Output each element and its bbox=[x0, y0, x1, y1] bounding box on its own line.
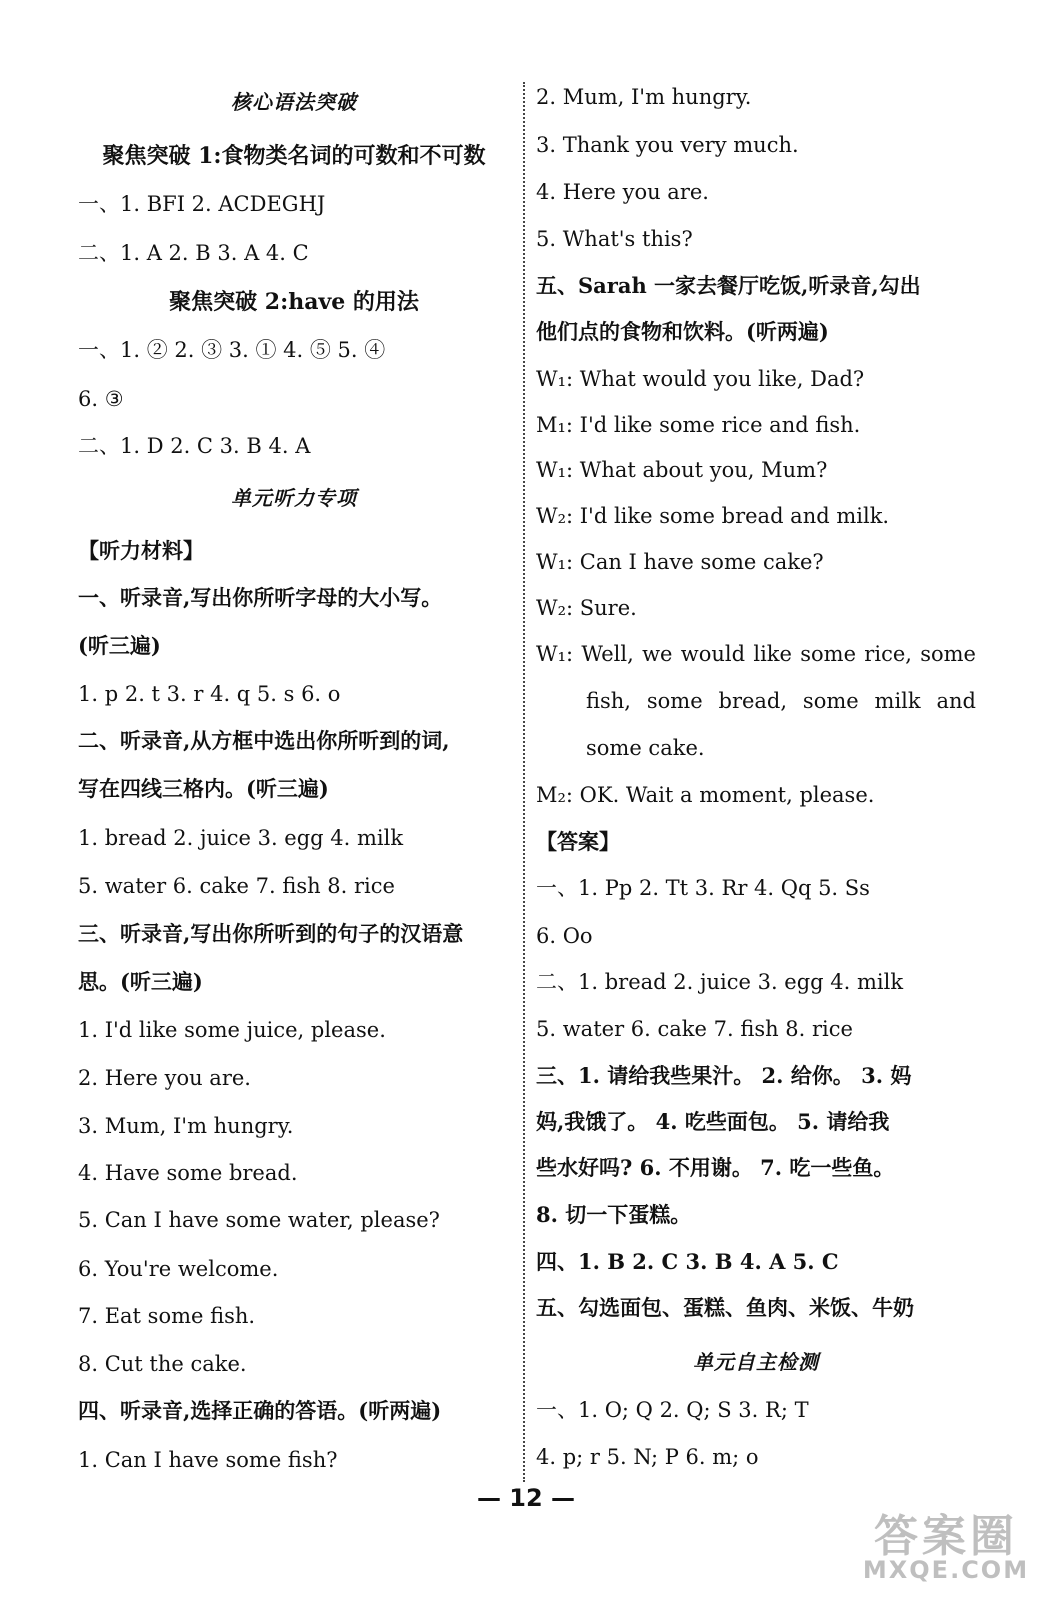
page-number: — 12 — bbox=[476, 1484, 576, 1512]
left-lines-line: 聚焦突破 2:have 的用法 bbox=[169, 289, 419, 315]
left-lines-line: (听三遍) bbox=[78, 633, 161, 658]
left-lines-line: 6. ③ bbox=[78, 387, 124, 411]
right-lines-line: 2. Mum, I'm hungry. bbox=[536, 85, 752, 109]
right-lines-line: 五、Sarah 一家去餐厅吃饭,听录音,勾出 bbox=[536, 273, 921, 298]
left-lines-line: 8. Cut the cake. bbox=[78, 1352, 247, 1376]
right-lines-line: 些水好吗? 6. 不用谢。 7. 吃一些鱼。 bbox=[536, 1155, 895, 1180]
left-lines-line: 1. p 2. t 3. r 4. q 5. s 6. o bbox=[78, 682, 341, 706]
left-lines-line: 核心语法突破 bbox=[231, 90, 357, 114]
right-lines-line: 四、1. B 2. C 3. B 4. A 5. C bbox=[536, 1249, 839, 1274]
left-lines-line: 三、听录音,写出你所听到的句子的汉语意 bbox=[78, 921, 464, 946]
right-lines-line: 5. What's this? bbox=[536, 227, 693, 251]
left-lines-line: 2. Here you are. bbox=[78, 1066, 251, 1090]
right-lines-line: 一、1. O; Q 2. Q; S 3. R; T bbox=[536, 1398, 809, 1422]
left-lines-line: 5. Can I have some water, please? bbox=[78, 1208, 440, 1232]
left-lines-line: 3. Mum, I'm hungry. bbox=[78, 1114, 294, 1138]
left-lines-line: 单元听力专项 bbox=[231, 486, 357, 510]
right-lines-line: W₂: I'd like some bread and milk. bbox=[536, 504, 890, 528]
right-lines-line: M₂: OK. Wait a moment, please. bbox=[536, 783, 875, 807]
right-lines-line: 他们点的食物和饮料。(听两遍) bbox=[536, 319, 829, 344]
left-lines-line: 二、听录音,从方框中选出你所听到的词, bbox=[78, 728, 450, 753]
watermark-logo bbox=[862, 1498, 1030, 1590]
left-lines-line: 二、1. D 2. C 3. B 4. A bbox=[78, 434, 311, 458]
right-lines-line: M₁: I'd like some rice and fish. bbox=[536, 413, 861, 437]
right-lines-line: some cake. bbox=[586, 736, 705, 760]
right-lines-line: 五、勾选面包、蛋糕、鱼肉、米饭、牛奶 bbox=[536, 1295, 914, 1320]
left-lines-line: 6. You're welcome. bbox=[78, 1257, 279, 1281]
watermark-text: 答案圈 bbox=[874, 1511, 1018, 1562]
left-lines-line: 写在四线三格内。(听三遍) bbox=[78, 776, 329, 801]
left-lines-line: 思。(听三遍) bbox=[78, 969, 203, 994]
right-lines-line: 单元自主检测 bbox=[693, 1350, 819, 1374]
left-lines-line: 4. Have some bread. bbox=[78, 1161, 298, 1185]
left-lines-line: 二、1. A 2. B 3. A 4. C bbox=[78, 241, 309, 265]
right-lines-line: 二、1. bread 2. juice 3. egg 4. milk bbox=[536, 970, 904, 994]
watermark-url: MXQE.COM bbox=[862, 1556, 1030, 1584]
right-lines-line: 三、1. 请给我些果汁。 2. 给你。 3. 妈 bbox=[536, 1063, 912, 1088]
right-lines-line: W₁: Can I have some cake? bbox=[536, 550, 824, 574]
right-lines-line: 3. Thank you very much. bbox=[536, 133, 799, 157]
right-lines-line: W₁: Well, we would like some rice, some bbox=[536, 642, 976, 666]
left-lines-line: 聚焦突破 1:食物类名词的可数和不可数 bbox=[102, 143, 486, 169]
right-lines-line: W₂: Sure. bbox=[536, 596, 637, 620]
left-lines-line: 1. I'd like some juice, please. bbox=[78, 1018, 386, 1042]
right-lines-line: 妈,我饿了。 4. 吃些面包。 5. 请给我 bbox=[536, 1109, 890, 1134]
right-lines-line: 4. Here you are. bbox=[536, 180, 709, 204]
right-lines-line: fish, some bread, some milk and bbox=[586, 689, 976, 713]
right-lines-line: 4. p; r 5. N; P 6. m; o bbox=[536, 1445, 759, 1469]
right-lines-line: W₁: What would you like, Dad? bbox=[536, 367, 865, 391]
right-lines-line: 5. water 6. cake 7. fish 8. rice bbox=[536, 1017, 853, 1041]
right-lines-line: 一、1. Pp 2. Tt 3. Rr 4. Qq 5. Ss bbox=[536, 876, 870, 900]
right-lines-line: 8. 切一下蛋糕。 bbox=[536, 1202, 692, 1227]
left-lines-line: 四、听录音,选择正确的答语。(听两遍) bbox=[78, 1398, 442, 1423]
left-lines-line: 1. bread 2. juice 3. egg 4. milk bbox=[78, 826, 404, 850]
column-divider bbox=[523, 82, 525, 1482]
left-lines-line: 一、1. ② 2. ③ 3. ① 4. ⑤ 5. ④ bbox=[78, 338, 386, 362]
right-lines-line: 6. Oo bbox=[536, 924, 593, 948]
left-lines-line: 5. water 6. cake 7. fish 8. rice bbox=[78, 874, 395, 898]
left-lines-line: 1. Can I have some fish? bbox=[78, 1448, 338, 1472]
left-lines-line: 7. Eat some fish. bbox=[78, 1304, 256, 1328]
left-lines-line: 【听力材料】 bbox=[78, 538, 204, 563]
right-lines-line: W₁: What about you, Mum? bbox=[536, 458, 828, 482]
left-lines-line: 一、1. BFI 2. ACDEGHJ bbox=[78, 192, 326, 216]
right-lines-line: 【答案】 bbox=[536, 829, 620, 854]
left-lines-line: 一、听录音,写出你所听字母的大小写。 bbox=[78, 585, 443, 610]
